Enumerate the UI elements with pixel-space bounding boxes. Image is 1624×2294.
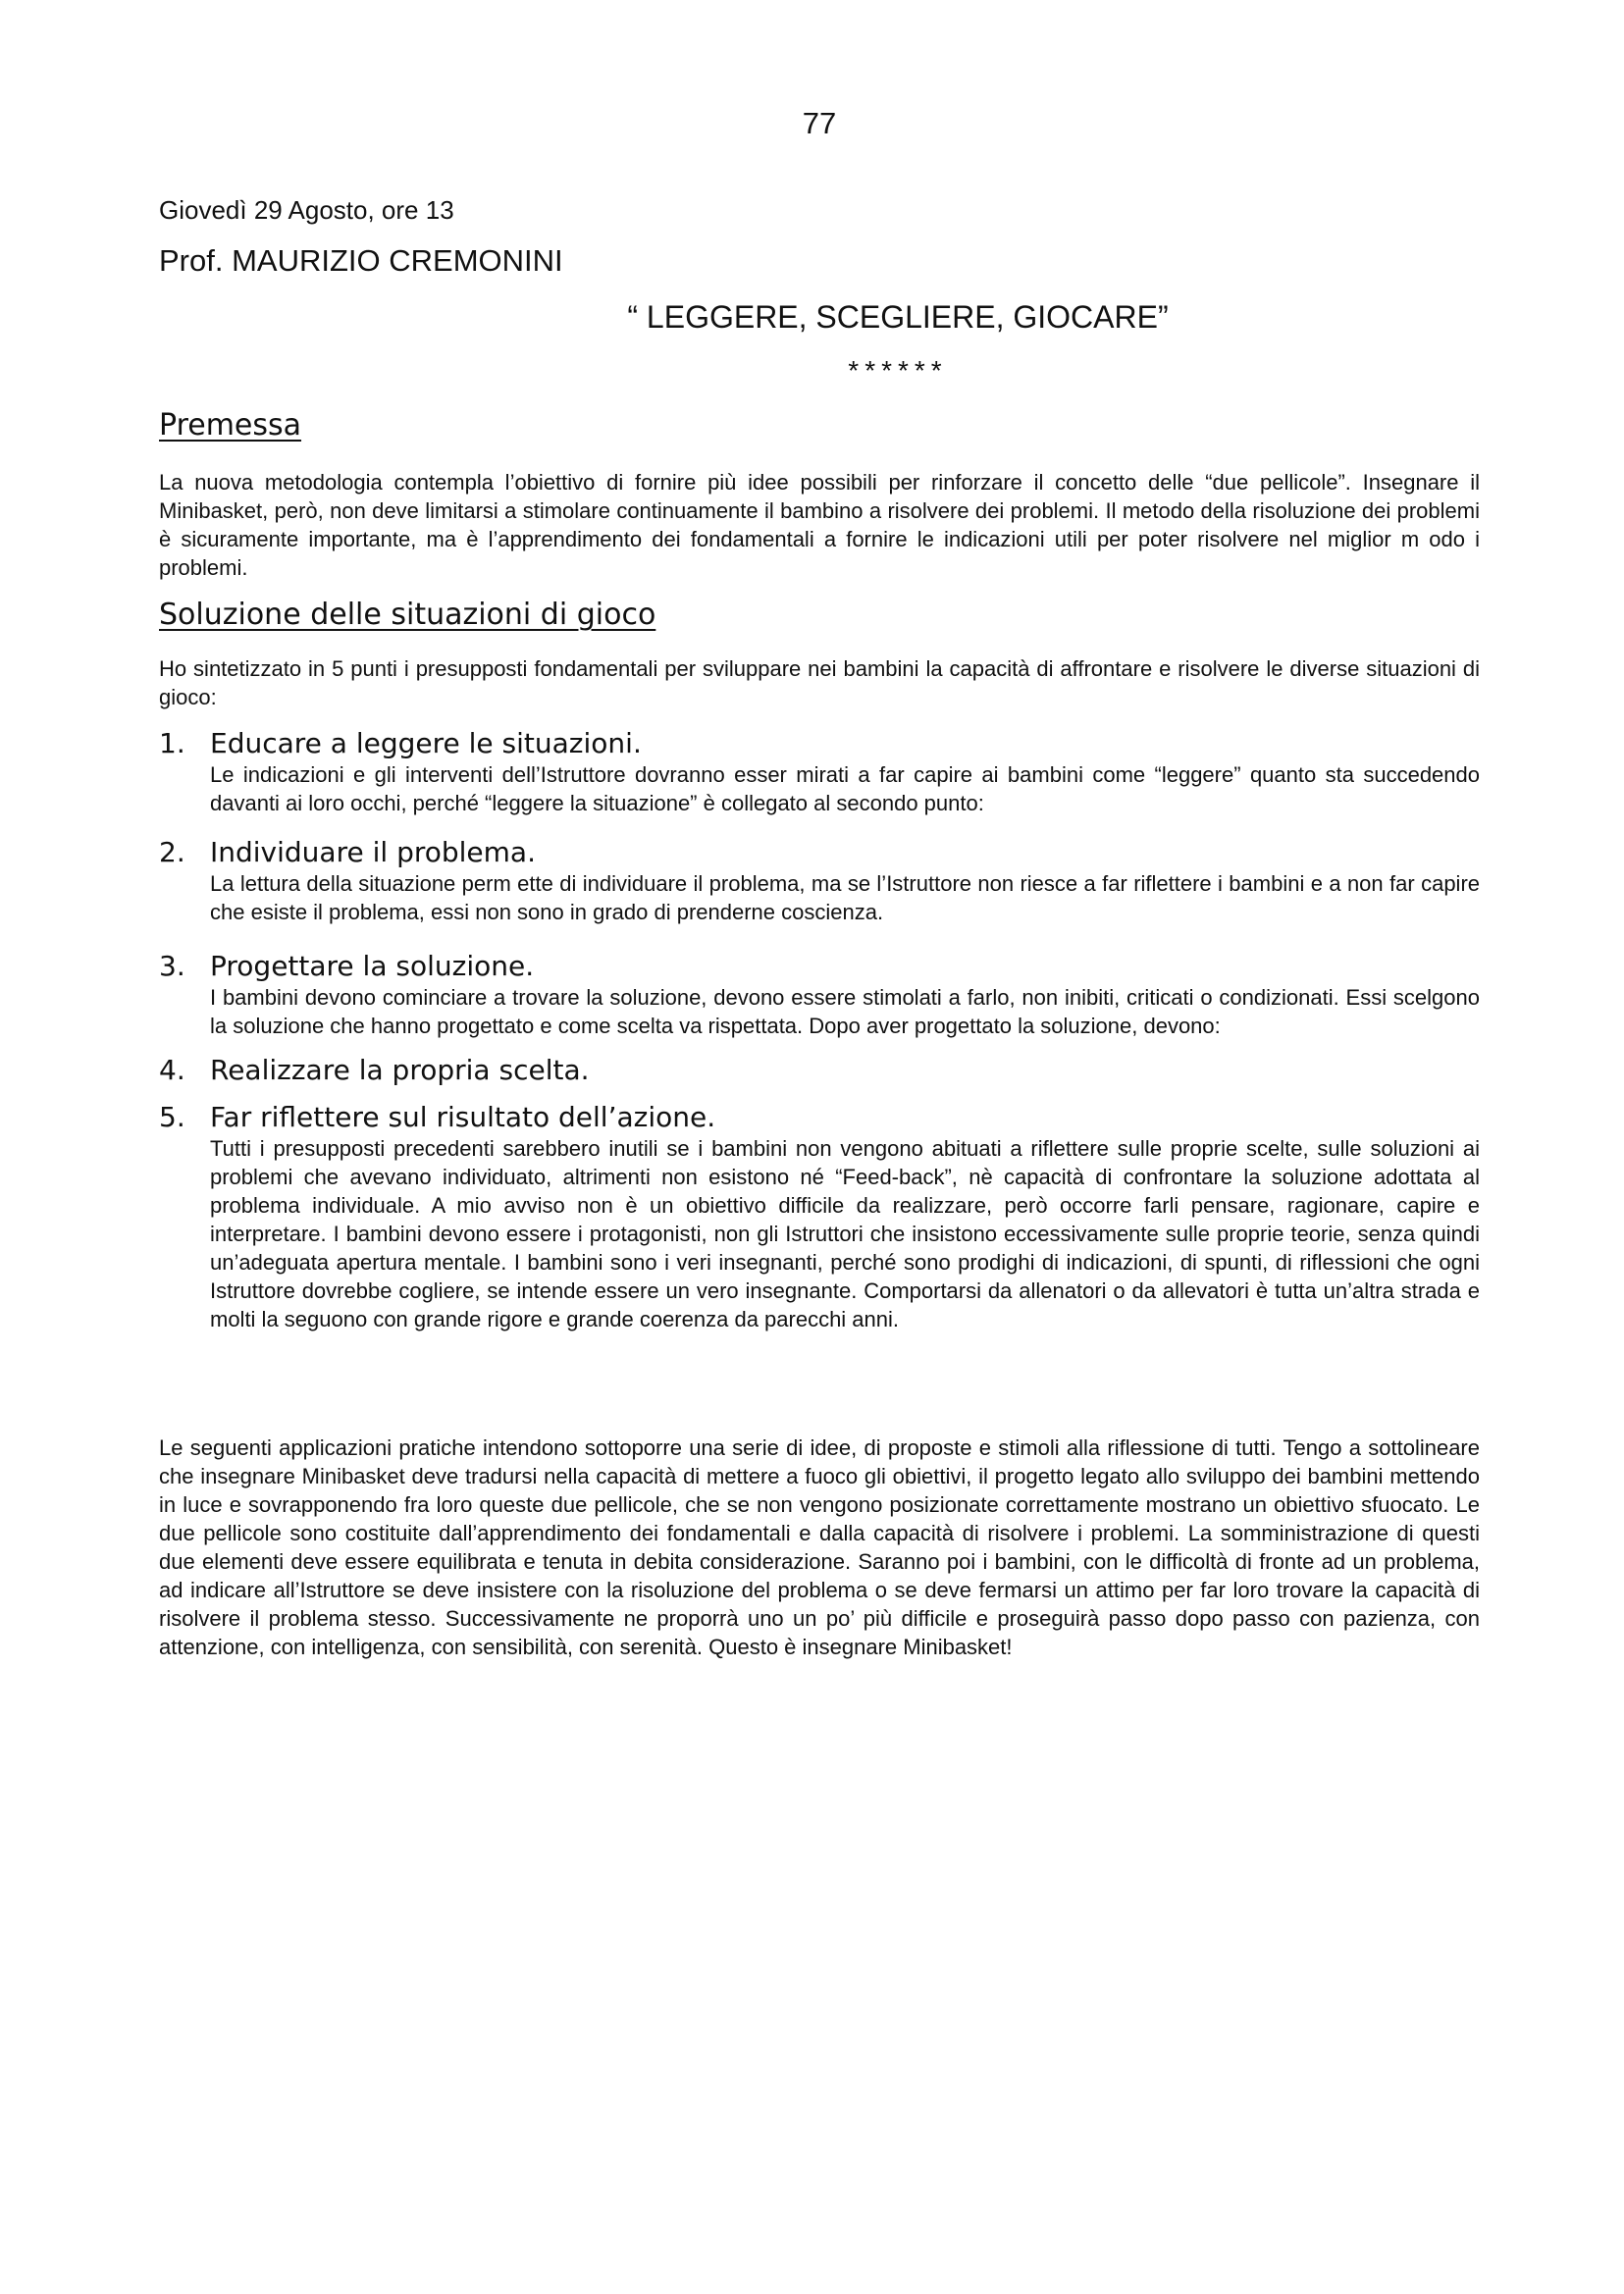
section-heading-soluzione: Soluzione delle situazioni di gioco (159, 598, 656, 632)
soluzione-intro-paragraph: Ho sintetizzato in 5 punti i presupposti fondamentali per sviluppare nei bambini la capacità di affrontare e risolvere le diverse situazioni di gioco: (159, 656, 1480, 709)
section-heading-premessa: Premessa (159, 408, 302, 443)
list-item-number: 1. (159, 727, 185, 759)
list-item-3 (159, 950, 1480, 1040)
closing-paragraph: Le seguenti applicazioni pratiche intendono sottoporre una serie di idee, di proposte e stimoli alla riflessione di tutti. Tengo a sottolineare che insegnare Minibasket deve tradursi nella capacità di mettere a fuoco gli obiettivi, il progetto legato allo sviluppo dei bambini mettendo in luce e sovrapponendo fra loro queste due pellicole, che se non vengono posizionate correttamente mostrano un obiettivo sfuocato. Le due pellicole sono costituite dall’apprendimento dei fondamentali e dalla capacità di risolvere i problemi. La somministrazione di questi due elementi deve essere equilibrata e tenuta in debita considerazione. Saranno poi i bambini, con le difficoltà di fronte ad un problema, ad indicare all’Istruttore se deve insistere con la risoluzione del problema o se deve fermarsi un attimo per far loro trovare la capacità di risolvere il problema stesso. Successivamente ne proporrà uno un po’ più difficile e proseguirà passo dopo passo con pazienza, con attenzione, con intelligenza, con sensibilità, con serenità. Questo è insegnare Minibasket! (159, 1435, 1480, 1659)
list-item-title: Realizzare la propria scelta. (210, 1054, 590, 1086)
list-item-2 (159, 836, 1480, 926)
list-item-title: Educare a leggere le situazioni. (210, 727, 642, 759)
lecture-title: “ LEGGERE, SCEGLIERE, GIOCARE” (627, 299, 1169, 335)
separator-stars: ****** (848, 355, 948, 386)
list-item-number: 3. (159, 950, 185, 982)
list-item-text: Le indicazioni e gli interventi dell’Istruttore dovranno esser mirati a far capire ai bambini come “leggere” quanto sta succedendo davanti ai loro occhi, perché “leggere la situazione” è collegato al secondo punto: (210, 762, 1480, 815)
list-item-text: La lettura della situazione perm ette di individuare il problema, ma se l’Istruttore non riesce a far riflettere i bambini e a non far capire che esiste il problema, essi non sono in grado di prenderne coscienza. (210, 871, 1480, 924)
page-number: 77 (802, 106, 837, 140)
list-item-5 (159, 1101, 1480, 1333)
list-item-number: 4. (159, 1054, 185, 1086)
list-item-number: 5. (159, 1101, 185, 1133)
premessa-paragraph: La nuova metodologia contempla l’obiettivo di fornire più idee possibili per rinforzare il concetto delle “due pellicole”. Insegnare il Minibasket, però, non deve limitarsi a stimolare continuamente il bambino a risolvere dei problemi. Il metodo della risoluzione dei problemi è sicuramente importante, ma è l’apprendimento dei fondamentali a fornire le indicazioni utili per poter risolvere nel miglior m odo i problemi. (159, 470, 1480, 580)
date-line: Giovedì 29 Agosto, ore 13 (159, 195, 454, 225)
speaker-name: Prof. MAURIZIO CREMONINI (159, 243, 563, 278)
list-item-text: I bambini devono cominciare a trovare la soluzione, devono essere stimolati a farlo, non inibiti, criticati o condizionati. Essi scelgono la soluzione che hanno progettato e come scelta va rispettata. Dopo aver progettato la soluzione, devono: (210, 985, 1480, 1038)
list-item-title: Progettare la soluzione. (210, 950, 535, 982)
list-item-number: 2. (159, 836, 185, 868)
list-item-title: Far riflettere sul risultato dell’azione. (210, 1101, 716, 1133)
list-item-text: Tutti i presupposti precedenti sarebbero inutili se i bambini non vengono abituati a riflettere sulle proprie scelte, sulle soluzioni ai problemi che avevano individuato, altrimenti non esistono né “Feed-back”, nè capacità di confrontare la soluzione adottata al problema individuale. A mio avviso non è un obiettivo difficile da realizzare, però occorre farli pensare, ragionare, capire e interpretare. I bambini devono essere i protagonisti, non gli Istruttori che insistono eccessivamente sulle proprie teorie, senza quindi un’adeguata apertura mentale. I bambini sono i veri insegnanti, perché sono prodighi di indicazioni, di spunti, di riflessioni che ogni Istruttore dovrebbe cogliere, se intende essere un vero insegnante. Comportarsi da allenatori o da allevatori è tutta un’altra strada e molti la seguono con grande rigore e grande coerenza da parecchi anni. (210, 1136, 1480, 1331)
list-item-1 (159, 727, 1480, 817)
points-list (159, 727, 1480, 1333)
list-item-title: Individuare il problema. (210, 836, 536, 868)
list-item-4 (159, 1054, 1480, 1087)
